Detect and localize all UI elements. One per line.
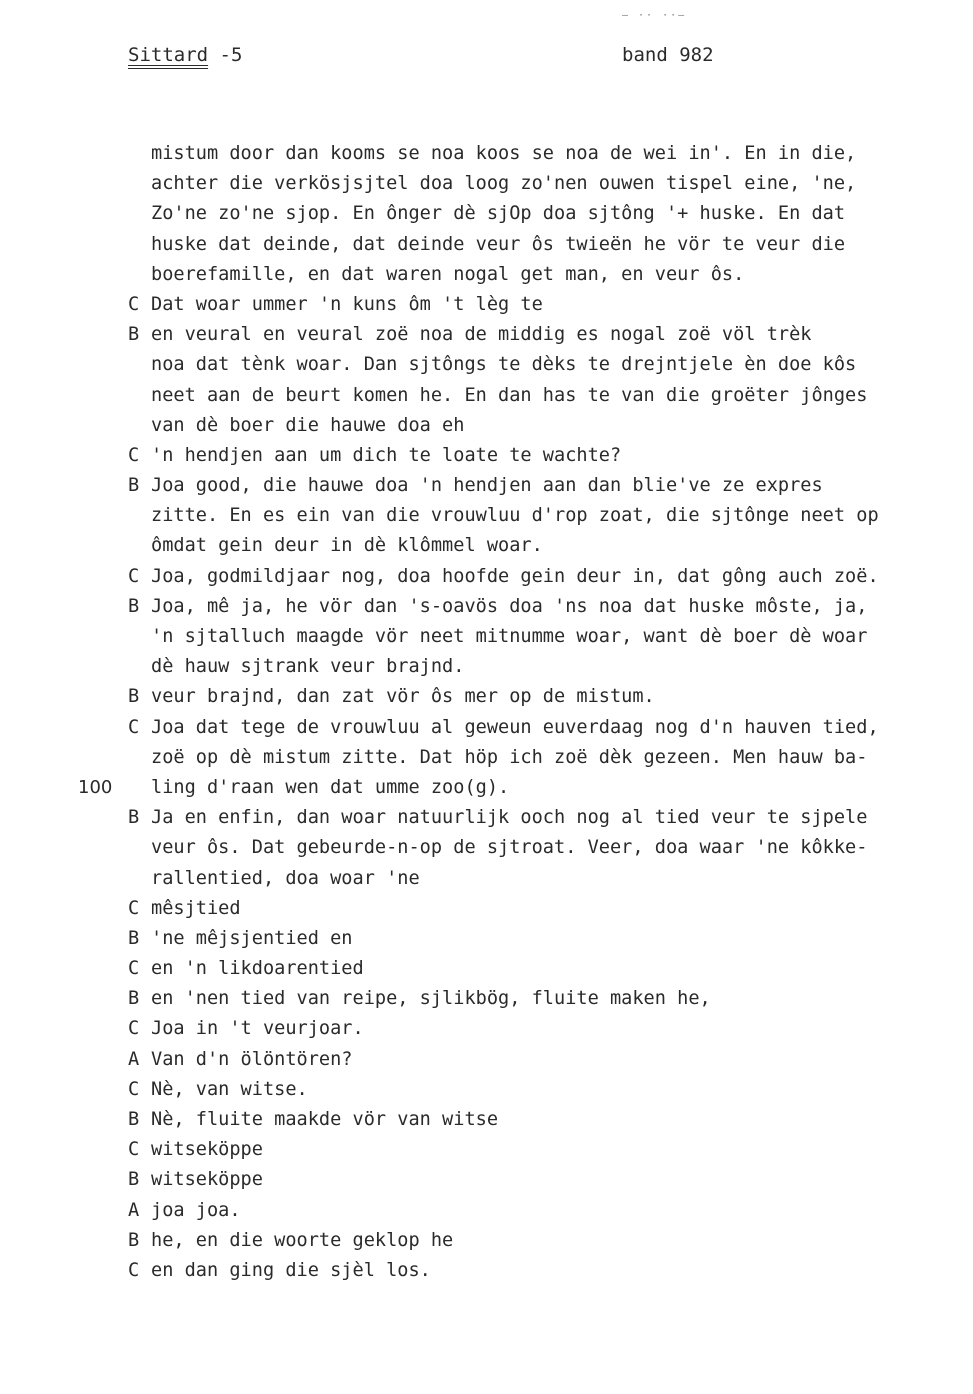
line-text: veur ôs. Dat gebeurde-n-op de sjtroat. Veer, doa waar 'ne kôkke- xyxy=(151,837,868,859)
transcript-line xyxy=(0,894,973,924)
transcript-line xyxy=(0,531,973,561)
line-text: achter die verkösjsjtel doa loog zo'nen ouwen tispel eine, 'ne, xyxy=(151,173,857,195)
transcript-line xyxy=(0,411,973,441)
transcript-line xyxy=(0,1105,973,1135)
line-text: ômdat gein deur in dè klômmel woar. xyxy=(151,535,543,557)
speaker-label: B xyxy=(128,1169,140,1191)
line-text: Ja en enfin, dan woar natuurlijk ooch nog al tied veur te sjpele xyxy=(151,807,868,829)
speaker-label: C xyxy=(128,1018,140,1040)
speaker-label: A xyxy=(128,1048,140,1070)
line-text: boerefamille, en dat waren nogal get man, en veur ôs. xyxy=(151,263,745,285)
speaker-label: A xyxy=(128,1199,140,1221)
line-text: witseköppe xyxy=(151,1139,263,1161)
top-marks: – ·· ··– xyxy=(622,10,687,21)
transcript-line xyxy=(0,1196,973,1226)
transcript-line xyxy=(0,984,973,1014)
line-text: 'n hendjen aan um dich te loate te wachte? xyxy=(151,444,622,466)
speaker-label: C xyxy=(128,897,140,919)
transcript-line xyxy=(0,169,973,199)
speaker-label: C xyxy=(128,565,140,587)
speaker-label: B xyxy=(128,686,140,708)
line-text: van dè boer die hauwe doa eh xyxy=(151,414,465,436)
speaker-label: C xyxy=(128,958,140,980)
line-text: zoë op dè mistum zitte. Dat höp ich zoë dèk gezeen. Men hauw ba- xyxy=(151,746,868,768)
line-text: 'ne mêjsjentied en xyxy=(151,927,353,949)
transcript-line xyxy=(0,954,973,984)
speaker-label: B xyxy=(128,988,140,1010)
line-text: Nè, van witse. xyxy=(151,1078,308,1100)
speaker-label: C xyxy=(128,1259,140,1281)
band-number: band 982 xyxy=(622,44,714,66)
line-text: Dat woar ummer 'n kuns ôm 't lèg te xyxy=(151,293,543,315)
line-text: Joa good, die hauwe doa 'n hendjen aan dan blie've ze expres xyxy=(151,475,823,497)
speaker-label: B xyxy=(128,1229,140,1251)
speaker-label: B xyxy=(128,475,140,497)
speaker-label: C xyxy=(128,1078,140,1100)
transcript-line xyxy=(0,1075,973,1105)
transcript-line xyxy=(0,501,973,531)
transcript-line xyxy=(0,139,973,169)
line-text: Nè, fluite maakde vör van witse xyxy=(151,1109,499,1130)
line-text: Joa, mê ja, he vör dan 's-oavös doa 'ns noa dat huske môste, ja, xyxy=(151,595,868,617)
line-text: en 'nen tied van reipe, sjlikbög, fluite maken he, xyxy=(151,988,711,1010)
transcript-line xyxy=(0,622,973,652)
line-text: joa joa. xyxy=(151,1199,241,1221)
transcript-line xyxy=(0,1226,973,1256)
line-text: neet aan de beurt komen he. En dan has te van die groëter jônges xyxy=(151,384,868,406)
transcript-line xyxy=(0,833,973,863)
margin-line-number: 100 xyxy=(78,776,113,798)
line-text: Zo'ne zo'ne sjop. En ônger dè sjOp doa sjtông '+ huske. En dat xyxy=(151,203,846,225)
transcript-line xyxy=(0,1014,973,1044)
line-text: huske dat deinde, dat deinde veur ôs twieën he vör te veur die xyxy=(151,233,846,255)
transcript-line xyxy=(0,924,973,954)
line-text: Joa, godmildjaar nog, doa hoofde gein deur in, dat gông auch zoë. xyxy=(151,565,879,587)
line-text: Joa in 't veurjoar. xyxy=(151,1018,364,1040)
speaker-label: C xyxy=(128,444,140,466)
speaker-label: B xyxy=(128,324,140,346)
speaker-label: C xyxy=(128,716,140,738)
transcript-line xyxy=(0,260,973,290)
line-text: en dan ging die sjèl los. xyxy=(151,1259,431,1281)
transcript-line xyxy=(0,652,973,682)
speaker-label: B xyxy=(128,927,140,949)
transcript-line xyxy=(0,1165,973,1195)
line-text: en veural en veural zoë noa de middig es nogal zoë völ trèk xyxy=(151,324,812,346)
transcript-line xyxy=(0,290,973,320)
line-text: Van d'n ölöntören? xyxy=(151,1048,353,1070)
speaker-label: C xyxy=(128,293,140,315)
page-header-location xyxy=(128,44,242,66)
transcript-line xyxy=(0,350,973,380)
page-number: -5 xyxy=(208,44,243,66)
transcript-line xyxy=(0,682,973,712)
line-text: rallentied, doa woar 'ne xyxy=(151,867,420,889)
speaker-label: B xyxy=(128,1109,140,1130)
line-text: Joa dat tege de vrouwluu al geweun euverdaag nog d'n hauven tied, xyxy=(151,716,879,738)
transcript-line xyxy=(0,1256,973,1286)
line-text: mêsjtied xyxy=(151,897,241,919)
transcript-body xyxy=(0,139,973,1286)
line-text: veur brajnd, dan zat vör ôs mer op de mistum. xyxy=(151,686,655,708)
transcript-line xyxy=(0,471,973,501)
transcript-line xyxy=(0,743,973,773)
line-text: dè hauw sjtrank veur brajnd. xyxy=(151,656,465,678)
line-text: en 'n likdoarentied xyxy=(151,958,364,980)
transcript-line xyxy=(0,713,973,743)
place-name: Sittard xyxy=(128,44,209,66)
transcript-line xyxy=(0,864,973,894)
line-text: mistum door dan kooms se noa koos se noa de wei in'. En in die, xyxy=(151,143,857,164)
transcript-line xyxy=(0,320,973,350)
transcript-line xyxy=(0,773,973,803)
line-text: noa dat tènk woar. Dan sjtôngs te dèks te drejntjele èn doe kôs xyxy=(151,354,857,376)
speaker-label: C xyxy=(128,1139,140,1161)
line-text: he, en die woorte geklop he xyxy=(151,1229,454,1251)
line-text: ling d'raan wen dat umme zoo(g). xyxy=(151,776,510,798)
transcript-line xyxy=(0,381,973,411)
transcript-line xyxy=(0,562,973,592)
line-text: 'n sjtalluch maagde vör neet mitnumme woar, want dè boer dè woar xyxy=(151,626,868,647)
transcript-line xyxy=(0,1045,973,1075)
transcript-line xyxy=(0,1135,973,1165)
transcript-line xyxy=(0,803,973,833)
speaker-label: B xyxy=(128,807,140,829)
line-text: witseköppe xyxy=(151,1169,263,1191)
transcript-line xyxy=(0,441,973,471)
transcript-line xyxy=(0,199,973,229)
speaker-label: B xyxy=(128,595,140,617)
transcript-line xyxy=(0,592,973,622)
transcript-line xyxy=(0,230,973,260)
line-text: zitte. En es ein van die vrouwluu d'rop zoat, die sjtônge neet op xyxy=(151,505,879,527)
